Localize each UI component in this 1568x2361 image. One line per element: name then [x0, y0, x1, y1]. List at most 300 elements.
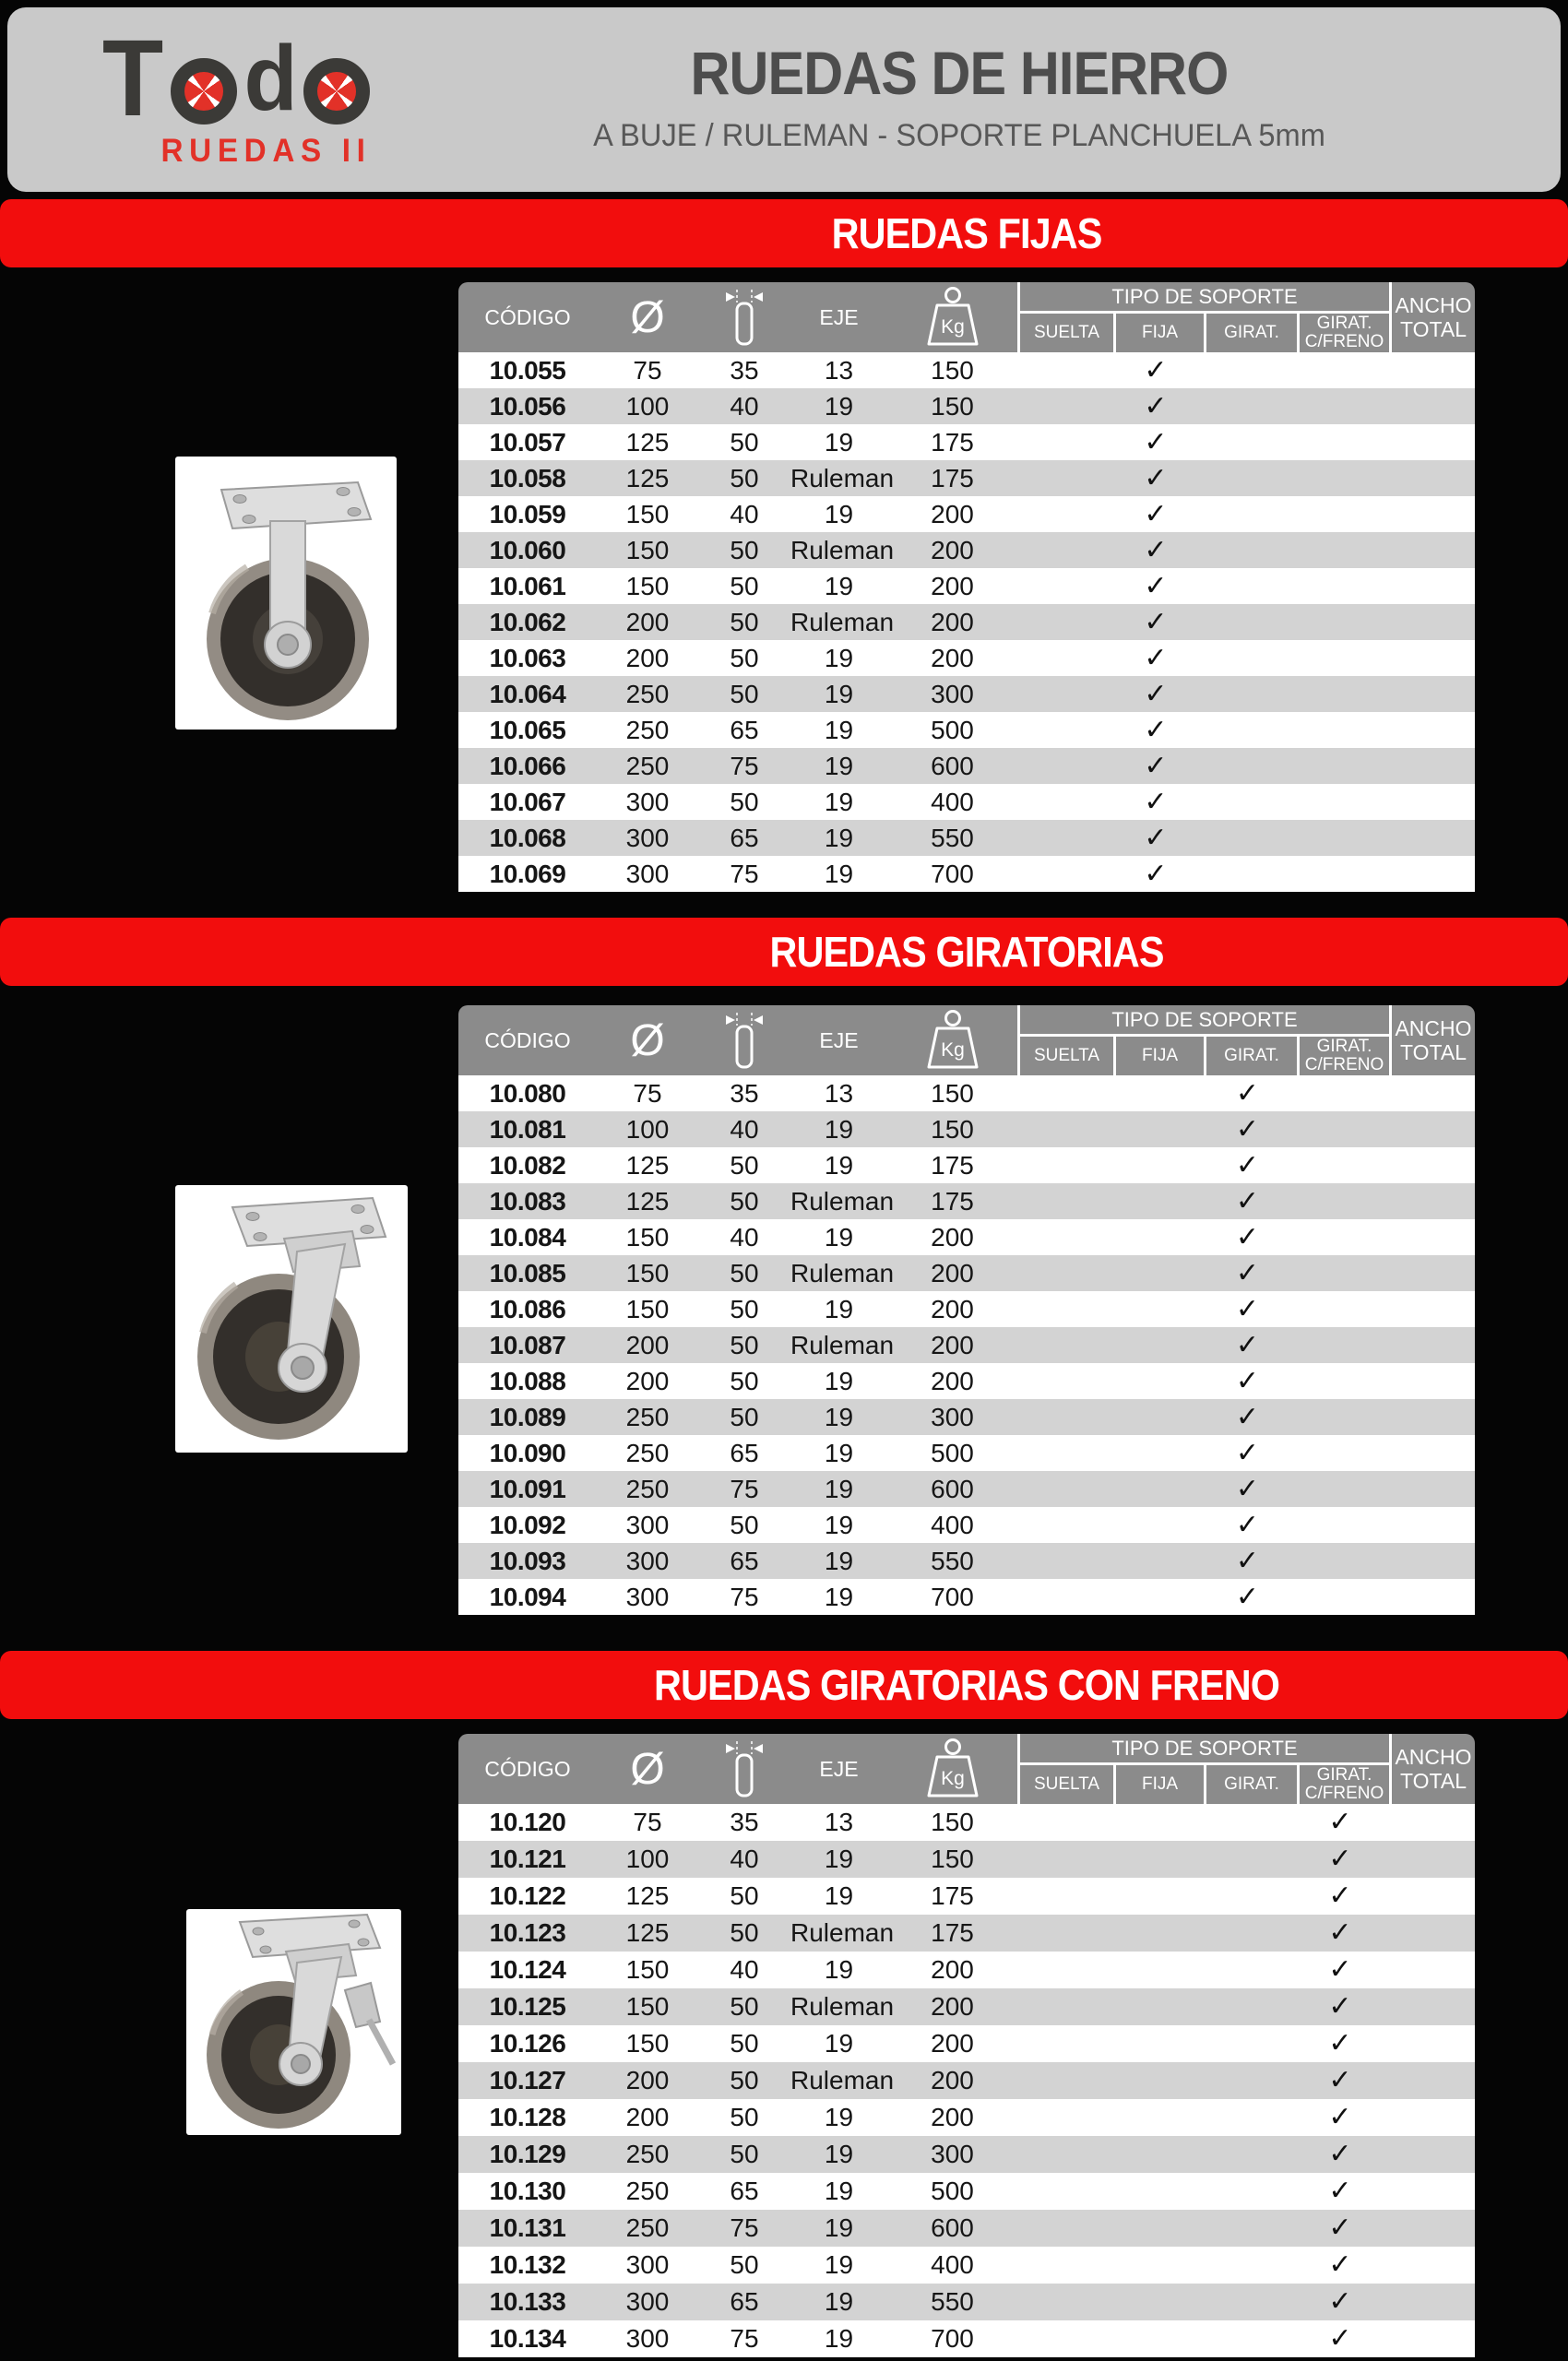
table-row: [458, 1075, 1475, 1111]
cell-width: 50: [730, 2066, 759, 2094]
cell-girat-check: ✓: [1235, 1329, 1260, 1360]
cell-diameter: 300: [625, 2324, 670, 2353]
cell-eje: 19: [824, 643, 854, 672]
cell-eje: Ruleman: [790, 1258, 895, 1287]
cell-fija-check: ✓: [1144, 534, 1168, 565]
cell-codigo: 10.133: [489, 2287, 566, 2316]
cell-diameter: 125: [625, 463, 670, 492]
cell-kg: 700: [931, 859, 974, 888]
cell-kg: 150: [931, 1078, 974, 1108]
cell-eje: 13: [824, 1808, 854, 1836]
product-photo-rueda-fija: [175, 457, 397, 730]
cell-width: 40: [730, 499, 759, 528]
cell-eje: 19: [824, 679, 854, 708]
logo-letter-t: T: [101, 18, 164, 139]
kg-label: Kg: [940, 1768, 965, 1789]
cell-girat-cfreno-check: ✓: [1328, 2286, 1352, 2317]
cell-width: 50: [730, 2103, 759, 2131]
table-row: [458, 1579, 1475, 1615]
table-row: [458, 1147, 1475, 1183]
cell-diameter: 150: [625, 2029, 670, 2058]
cell-girat-check: ✓: [1235, 1077, 1260, 1109]
cell-eje: 19: [824, 787, 854, 816]
table-header: [458, 1734, 1475, 1804]
section-title-bar-ruedas-fijas: [0, 199, 1568, 267]
cell-girat-check: ✓: [1235, 1581, 1260, 1612]
cell-girat-cfreno-check: ✓: [1328, 2249, 1352, 2280]
cell-kg: 200: [931, 1955, 974, 1984]
cell-girat-check: ✓: [1235, 1185, 1260, 1216]
cell-diameter: 150: [625, 571, 670, 600]
column-header-girat: GIRAT.: [1204, 314, 1297, 352]
cell-girat-cfreno-check: ✓: [1328, 1917, 1352, 1948]
cell-codigo: 10.082: [489, 1150, 566, 1180]
cell-fija-check: ✓: [1144, 354, 1168, 386]
cell-diameter: 100: [625, 1845, 670, 1873]
cell-width: 40: [730, 1845, 759, 1873]
cell-eje: Ruleman: [790, 535, 895, 564]
cell-kg: 200: [931, 2066, 974, 2094]
cell-diameter: 250: [625, 2177, 670, 2205]
cell-kg: 200: [931, 571, 974, 600]
wheel-icon: [303, 58, 370, 125]
cell-kg: 200: [931, 2103, 974, 2131]
cell-fija-check: ✓: [1144, 462, 1168, 493]
cell-kg: 200: [931, 1992, 974, 2021]
cell-width: 40: [730, 1955, 759, 1984]
cell-codigo: 10.069: [489, 859, 566, 888]
cell-codigo: 10.132: [489, 2250, 566, 2279]
table-header: [458, 282, 1475, 352]
cell-kg: 200: [931, 535, 974, 564]
cell-width: 50: [730, 1294, 759, 1323]
cell-width: 75: [730, 1582, 759, 1611]
cell-girat-cfreno-check: ✓: [1328, 1844, 1352, 1874]
cell-width: 50: [730, 607, 759, 636]
table-row: [458, 676, 1475, 712]
table-row: [458, 604, 1475, 640]
cell-kg: 200: [931, 499, 974, 528]
cell-codigo: 10.123: [489, 1918, 566, 1947]
table-row: [458, 532, 1475, 568]
table-header: [458, 1005, 1475, 1075]
cell-codigo: 10.088: [489, 1366, 566, 1395]
group-header-tipo-de-soporte: TIPO DE SOPORTE: [1020, 1734, 1389, 1765]
cell-eje: 19: [824, 715, 854, 744]
cell-girat-cfreno-check: ✓: [1328, 1880, 1352, 1911]
cell-girat-cfreno-check: ✓: [1328, 1991, 1352, 2022]
table-body: [458, 352, 1475, 892]
cell-eje: 19: [824, 1510, 854, 1539]
section-title-bar-ruedas-giratorias-con-freno: [0, 1651, 1568, 1719]
column-header-diameter: Ø: [630, 292, 665, 342]
cell-eje: 13: [824, 1078, 854, 1108]
kg-label: Kg: [940, 1039, 965, 1061]
table-row: [458, 640, 1475, 676]
cell-eje: 19: [824, 391, 854, 421]
cell-diameter: 150: [625, 1955, 670, 1984]
page-subtitle: A BUJE / RULEMAN - SOPORTE PLANCHUELA 5mm: [593, 118, 1325, 153]
cell-width: 50: [730, 463, 759, 492]
weight-kg-icon: [923, 1738, 982, 1799]
table-row: [458, 1507, 1475, 1543]
cell-kg: 600: [931, 751, 974, 780]
cell-diameter: 200: [625, 1330, 670, 1359]
cell-eje: Ruleman: [790, 2066, 895, 2094]
cell-fija-check: ✓: [1144, 822, 1168, 853]
cell-kg: 550: [931, 823, 974, 852]
cell-codigo: 10.058: [489, 463, 566, 492]
cell-diameter: 250: [625, 751, 670, 780]
cell-diameter: 200: [625, 643, 670, 672]
table-row: [458, 712, 1475, 748]
column-header-girat-cfreno: GIRAT. C/FRENO: [1297, 1037, 1389, 1075]
cell-eje: 13: [824, 355, 854, 385]
column-header-kg: [887, 1734, 1017, 1804]
column-header-suelta: SUELTA: [1033, 323, 1100, 343]
cell-diameter: 200: [625, 1366, 670, 1395]
cell-codigo: 10.060: [489, 535, 566, 564]
table-row: [458, 460, 1475, 496]
cell-codigo: 10.083: [489, 1186, 566, 1216]
cell-eje: Ruleman: [790, 1992, 895, 2021]
table-row: [458, 1435, 1475, 1471]
cell-codigo: 10.081: [489, 1114, 566, 1144]
cell-width: 75: [730, 1474, 759, 1503]
column-header-width: [698, 1005, 790, 1075]
cell-kg: 200: [931, 643, 974, 672]
cell-kg: 500: [931, 715, 974, 744]
cell-codigo: 10.094: [489, 1582, 566, 1611]
column-header-kg: [887, 1005, 1017, 1075]
cell-width: 50: [730, 427, 759, 457]
cell-codigo: 10.093: [489, 1546, 566, 1575]
table-row: [458, 2099, 1475, 2136]
cell-eje: 19: [824, 1402, 854, 1431]
column-header-codigo: CÓDIGO: [484, 1027, 571, 1052]
cell-eje: 19: [824, 751, 854, 780]
cell-width: 50: [730, 1402, 759, 1431]
cell-kg: 400: [931, 1510, 974, 1539]
cell-codigo: 10.089: [489, 1402, 566, 1431]
cell-width: 50: [730, 2029, 759, 2058]
cell-girat-check: ✓: [1235, 1257, 1260, 1288]
cell-kg: 175: [931, 1918, 974, 1947]
cell-width: 50: [730, 1881, 759, 1910]
brand-logo: [100, 18, 404, 170]
table-row: [458, 2025, 1475, 2062]
column-header-diameter: Ø: [630, 1015, 665, 1065]
cell-kg: 200: [931, 1330, 974, 1359]
cell-width: 35: [730, 1808, 759, 1836]
cell-diameter: 300: [625, 1582, 670, 1611]
cell-codigo: 10.087: [489, 1330, 566, 1359]
cell-diameter: 250: [625, 1474, 670, 1503]
cell-codigo: 10.086: [489, 1294, 566, 1323]
cell-width: 65: [730, 1438, 759, 1467]
cell-kg: 200: [931, 1366, 974, 1395]
cell-kg: 200: [931, 1258, 974, 1287]
cell-width: 50: [730, 679, 759, 708]
cell-width: 75: [730, 859, 759, 888]
cell-fija-check: ✓: [1144, 570, 1168, 601]
cell-fija-check: ✓: [1144, 426, 1168, 457]
cell-width: 50: [730, 535, 759, 564]
cell-codigo: 10.131: [489, 2213, 566, 2242]
cell-kg: 300: [931, 2140, 974, 2168]
cell-eje: 19: [824, 2029, 854, 2058]
cell-diameter: 200: [625, 607, 670, 636]
cell-kg: 400: [931, 2250, 974, 2279]
cell-eje: 19: [824, 1114, 854, 1144]
cell-eje: 19: [824, 1150, 854, 1180]
cell-kg: 600: [931, 1474, 974, 1503]
cell-girat-cfreno-check: ✓: [1328, 2065, 1352, 2095]
table-body: [458, 1804, 1475, 2357]
spec-table-ruedas-giratorias-con-freno: [458, 1734, 1475, 2357]
table-row: [458, 2062, 1475, 2099]
cell-eje: Ruleman: [790, 1186, 895, 1216]
cell-codigo: 10.125: [489, 1992, 566, 2021]
table-row: [458, 1878, 1475, 1915]
cell-girat-check: ✓: [1235, 1437, 1260, 1468]
cell-codigo: 10.068: [489, 823, 566, 852]
wheel-width-icon: [723, 1740, 766, 1797]
header-banner: [7, 7, 1561, 192]
cell-diameter: 150: [625, 535, 670, 564]
cell-eje: 19: [824, 571, 854, 600]
cell-codigo: 10.092: [489, 1510, 566, 1539]
column-header-width: [698, 1734, 790, 1804]
cell-codigo: 10.091: [489, 1474, 566, 1503]
cell-diameter: 300: [625, 1510, 670, 1539]
cell-diameter: 250: [625, 1402, 670, 1431]
cell-diameter: 250: [625, 715, 670, 744]
column-header-suelta: SUELTA: [1033, 1046, 1100, 1066]
weight-kg-icon: [923, 1010, 982, 1071]
cell-kg: 550: [931, 2287, 974, 2316]
cell-width: 50: [730, 1258, 759, 1287]
table-row: [458, 748, 1475, 784]
cell-fija-check: ✓: [1144, 750, 1168, 781]
column-header-codigo: CÓDIGO: [484, 304, 571, 329]
cell-diameter: 125: [625, 1881, 670, 1910]
cell-diameter: 75: [633, 355, 662, 385]
cell-codigo: 10.122: [489, 1881, 566, 1910]
cell-fija-check: ✓: [1144, 858, 1168, 889]
cell-eje: 19: [824, 1474, 854, 1503]
table-row: [458, 1363, 1475, 1399]
column-group-tipo-de-soporte: [1017, 1005, 1389, 1075]
cell-eje: Ruleman: [790, 463, 895, 492]
cell-kg: 600: [931, 2213, 974, 2242]
column-header-suelta: SUELTA: [1033, 1774, 1100, 1795]
cell-eje: 19: [824, 2324, 854, 2353]
cell-girat-check: ✓: [1235, 1221, 1260, 1252]
table-row: [458, 2136, 1475, 2173]
table-row: [458, 2210, 1475, 2247]
cell-kg: 200: [931, 607, 974, 636]
cell-eje: 19: [824, 2103, 854, 2131]
cell-width: 50: [730, 1918, 759, 1947]
table-row: [458, 820, 1475, 856]
wheel-icon: [171, 58, 237, 125]
cell-codigo: 10.126: [489, 2029, 566, 2058]
cell-diameter: 75: [633, 1078, 662, 1108]
cell-girat-cfreno-check: ✓: [1328, 2102, 1352, 2132]
cell-width: 40: [730, 1114, 759, 1144]
table-row: [458, 1183, 1475, 1219]
cell-fija-check: ✓: [1144, 606, 1168, 637]
column-header-fija: FIJA: [1113, 314, 1204, 352]
brand-logo-word: [100, 18, 404, 139]
cell-width: 65: [730, 715, 759, 744]
spec-table-ruedas-giratorias: [458, 1005, 1475, 1615]
cell-eje: 19: [824, 1366, 854, 1395]
cell-diameter: 300: [625, 1546, 670, 1575]
table-row: [458, 784, 1475, 820]
cell-codigo: 10.067: [489, 787, 566, 816]
table-row: [458, 1543, 1475, 1579]
cell-width: 50: [730, 643, 759, 672]
cell-codigo: 10.057: [489, 427, 566, 457]
cell-eje: 19: [824, 859, 854, 888]
cell-fija-check: ✓: [1144, 786, 1168, 817]
cell-diameter: 200: [625, 2066, 670, 2094]
cell-diameter: 150: [625, 1294, 670, 1323]
cell-kg: 200: [931, 2029, 974, 2058]
column-header-girat: GIRAT.: [1204, 1037, 1297, 1075]
cell-kg: 700: [931, 2324, 974, 2353]
column-header-eje: EJE: [819, 1027, 859, 1052]
group-header-tipo-de-soporte: TIPO DE SOPORTE: [1020, 282, 1389, 314]
cell-fija-check: ✓: [1144, 642, 1168, 673]
table-row: [458, 2284, 1475, 2320]
column-group-tipo-de-soporte: [1017, 282, 1389, 352]
cell-girat-cfreno-check: ✓: [1328, 2139, 1352, 2169]
column-header-fija: FIJA: [1113, 1037, 1204, 1075]
cell-girat-cfreno-check: ✓: [1328, 2323, 1352, 2354]
cell-width: 40: [730, 391, 759, 421]
cell-kg: 150: [931, 1845, 974, 1873]
cell-eje: 19: [824, 823, 854, 852]
cell-eje: 19: [824, 2177, 854, 2205]
cell-width: 50: [730, 1366, 759, 1395]
cell-kg: 300: [931, 679, 974, 708]
cell-codigo: 10.130: [489, 2177, 566, 2205]
cell-girat-cfreno-check: ✓: [1328, 1954, 1352, 1985]
swivel-caster-illustration: [175, 1185, 408, 1453]
cell-girat-cfreno-check: ✓: [1328, 2213, 1352, 2243]
cell-diameter: 300: [625, 787, 670, 816]
cell-eje: 19: [824, 1222, 854, 1252]
cell-codigo: 10.055: [489, 355, 566, 385]
cell-codigo: 10.084: [489, 1222, 566, 1252]
table-row: [458, 2173, 1475, 2210]
cell-girat-check: ✓: [1235, 1545, 1260, 1576]
cell-diameter: 250: [625, 2140, 670, 2168]
cell-codigo: 10.127: [489, 2066, 566, 2094]
column-header-girat: GIRAT.: [1204, 1765, 1297, 1804]
column-header-width: [698, 282, 790, 352]
cell-girat-check: ✓: [1235, 1365, 1260, 1396]
cell-codigo: 10.121: [489, 1845, 566, 1873]
cell-diameter: 300: [625, 859, 670, 888]
table-row: [458, 2247, 1475, 2284]
section-title: RUEDAS FIJAS: [831, 209, 1102, 257]
cell-codigo: 10.124: [489, 1955, 566, 1984]
wheel-width-icon: [723, 289, 766, 346]
table-row: [458, 1327, 1475, 1363]
cell-diameter: 100: [625, 1114, 670, 1144]
cell-eje: 19: [824, 1546, 854, 1575]
cell-kg: 500: [931, 1438, 974, 1467]
cell-eje: 19: [824, 1955, 854, 1984]
cell-kg: 175: [931, 1186, 974, 1216]
cell-eje: 19: [824, 2213, 854, 2242]
cell-kg: 200: [931, 1222, 974, 1252]
cell-codigo: 10.134: [489, 2324, 566, 2353]
cell-eje: 19: [824, 1438, 854, 1467]
column-header-codigo: CÓDIGO: [484, 1756, 571, 1781]
cell-codigo: 10.061: [489, 571, 566, 600]
table-row: [458, 1399, 1475, 1435]
cell-width: 50: [730, 1330, 759, 1359]
column-group-tipo-de-soporte: [1017, 1734, 1389, 1804]
column-header-fija: FIJA: [1113, 1765, 1204, 1804]
cell-diameter: 150: [625, 1258, 670, 1287]
product-photo-rueda-giratoria: [175, 1185, 408, 1453]
table-row: [458, 424, 1475, 460]
cell-diameter: 150: [625, 1222, 670, 1252]
cell-diameter: 300: [625, 2287, 670, 2316]
section-title: RUEDAS GIRATORIAS: [769, 928, 1164, 976]
table-row: [458, 1804, 1475, 1841]
cell-codigo: 10.120: [489, 1808, 566, 1836]
cell-diameter: 100: [625, 391, 670, 421]
brand-logo-subtext: RUEDAS II: [160, 133, 372, 169]
column-header-ancho-total: ANCHO TOTAL: [1389, 282, 1475, 352]
cell-eje: 19: [824, 1881, 854, 1910]
cell-width: 35: [730, 355, 759, 385]
cell-kg: 150: [931, 1808, 974, 1836]
cell-diameter: 125: [625, 1186, 670, 1216]
table-row: [458, 568, 1475, 604]
cell-fija-check: ✓: [1144, 678, 1168, 709]
cell-diameter: 125: [625, 1918, 670, 1947]
cell-kg: 150: [931, 355, 974, 385]
column-header-girat-cfreno: GIRAT. C/FRENO: [1297, 314, 1389, 352]
cell-codigo: 10.080: [489, 1078, 566, 1108]
cell-width: 50: [730, 1992, 759, 2021]
cell-girat-check: ✓: [1235, 1113, 1260, 1145]
cell-width: 40: [730, 1222, 759, 1252]
cell-kg: 200: [931, 1294, 974, 1323]
cell-kg: 175: [931, 1881, 974, 1910]
cell-width: 50: [730, 2140, 759, 2168]
cell-eje: 19: [824, 2250, 854, 2279]
wheel-width-icon: [723, 1012, 766, 1069]
cell-codigo: 10.064: [489, 679, 566, 708]
table-row: [458, 1111, 1475, 1147]
table-row: [458, 1841, 1475, 1878]
cell-width: 50: [730, 1150, 759, 1180]
cell-diameter: 125: [625, 1150, 670, 1180]
column-header-eje: EJE: [819, 1756, 859, 1781]
weight-kg-icon: [923, 287, 982, 348]
cell-diameter: 300: [625, 823, 670, 852]
cell-kg: 300: [931, 1402, 974, 1431]
